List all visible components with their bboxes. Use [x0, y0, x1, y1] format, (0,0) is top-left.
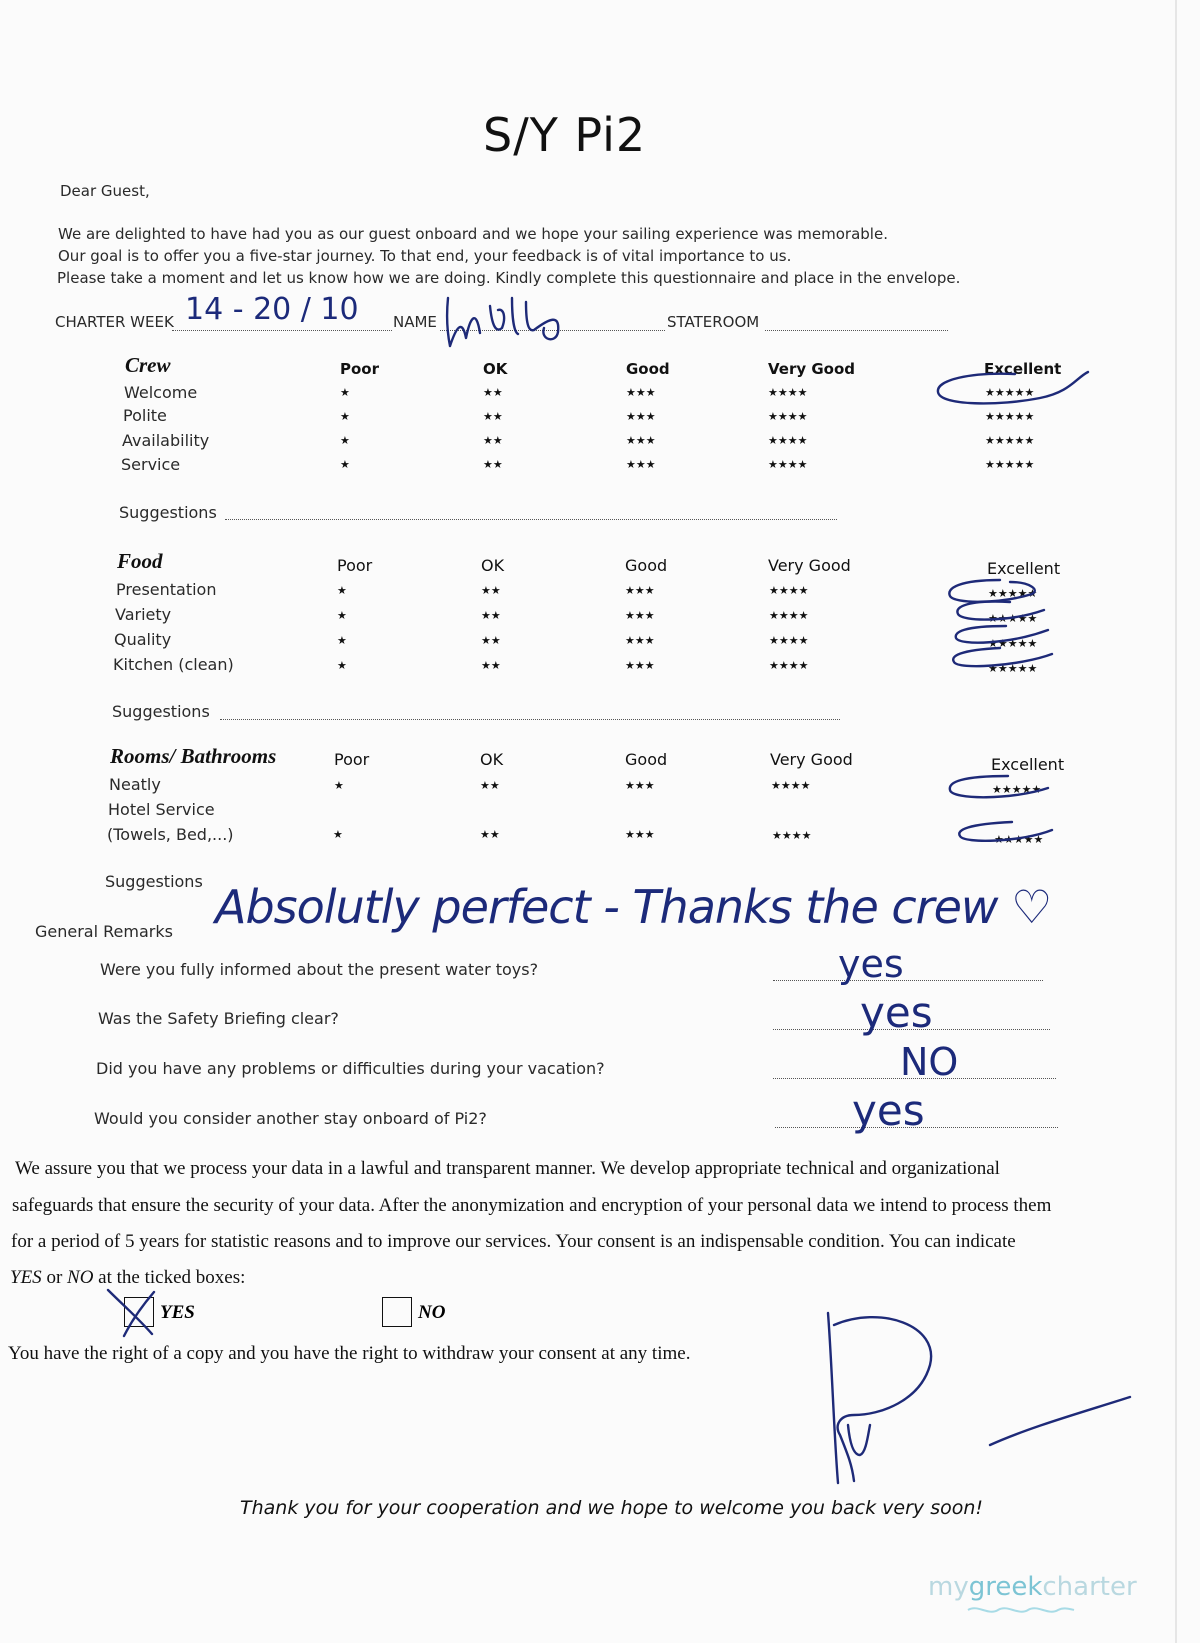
rooms-col-excellent: Excellent — [991, 755, 1065, 774]
star-ok[interactable]: ★★ — [483, 387, 503, 399]
star-good[interactable]: ★★★ — [625, 635, 655, 647]
star-ok[interactable]: ★★ — [481, 610, 501, 622]
food-row-kitchen: Kitchen (clean) — [113, 655, 234, 674]
rooms-col-very-good: Very Good — [770, 750, 853, 769]
consent-no-checkbox[interactable] — [382, 1297, 412, 1327]
consent-line-3: for a period of 5 years for statistic reasons and to improve our services. Your consent is an indispensable condition. You can indicate — [11, 1231, 1016, 1252]
star-excellent[interactable]: ★★★★★ — [985, 387, 1035, 399]
intro-line-2: Our goal is to offer you a five-star journey. To that end, your feedback is of vital importance to us. — [58, 247, 792, 265]
star-poor[interactable]: ★ — [337, 660, 347, 672]
star-very-good[interactable]: ★★★★ — [768, 435, 808, 447]
star-ok[interactable]: ★★ — [480, 780, 500, 792]
star-very-good[interactable]: ★★★★ — [772, 830, 812, 842]
food-suggestions-label: Suggestions — [112, 702, 210, 721]
intro-line-1: We are delighted to have had you as our guest onboard and we hope your sailing experience was memorable. — [58, 225, 888, 243]
star-excellent[interactable]: ★★★★★ — [992, 784, 1042, 796]
crew-suggestions-line[interactable] — [225, 519, 837, 520]
star-ok[interactable]: ★★ — [480, 829, 500, 841]
rooms-row-towels-bed: (Towels, Bed,...) — [107, 825, 234, 844]
star-very-good[interactable]: ★★★★ — [769, 585, 809, 597]
star-poor[interactable]: ★ — [337, 585, 347, 597]
food-col-excellent: Excellent — [987, 559, 1061, 578]
answer-4[interactable]: yes — [852, 1086, 925, 1135]
star-ok[interactable]: ★★ — [483, 459, 503, 471]
crew-row-polite: Polite — [123, 406, 167, 425]
consent-line-1: We assure you that we process your data in a lawful and transparent manner. We develop appropriate technical and organizational — [15, 1158, 1000, 1179]
general-remarks-value[interactable]: Absolutly perfect - Thanks the crew ♡ — [215, 880, 1052, 934]
star-good[interactable]: ★★★ — [625, 585, 655, 597]
rooms-col-poor: Poor — [334, 750, 370, 769]
crew-col-excellent: Excellent — [984, 360, 1062, 378]
rooms-col-ok: OK — [480, 750, 504, 769]
stateroom-label: STATEROOM — [667, 313, 760, 331]
food-col-ok: OK — [481, 556, 505, 575]
star-poor[interactable]: ★ — [340, 459, 350, 471]
crew-col-good: Good — [626, 360, 670, 378]
page-title: S/Y Pi2 — [483, 108, 647, 162]
watermark-prefix: my — [928, 1572, 969, 1602]
food-row-presentation: Presentation — [116, 580, 217, 599]
answer-1[interactable]: yes — [838, 942, 904, 986]
wave-icon — [966, 1603, 1076, 1617]
charter-week-label: CHARTER WEEK — [55, 313, 174, 331]
guest-signature — [820, 1305, 1140, 1490]
crew-row-service: Service — [121, 455, 181, 474]
crew-section-title: Crew — [125, 353, 171, 377]
food-col-good: Good — [625, 556, 668, 575]
food-excellent-circle-marks — [940, 574, 1070, 684]
star-poor[interactable]: ★ — [337, 610, 347, 622]
crew-col-very-good: Very Good — [768, 360, 856, 378]
star-good[interactable]: ★★★ — [626, 387, 656, 399]
name-signature — [440, 288, 600, 350]
greeting: Dear Guest, — [60, 182, 150, 200]
crew-excellent-circle-mark — [930, 368, 1090, 428]
crew-col-poor: Poor — [340, 360, 380, 378]
star-good[interactable]: ★★★ — [626, 435, 656, 447]
answer-2[interactable]: yes — [860, 988, 933, 1037]
stateroom-line[interactable] — [765, 330, 948, 331]
rooms-suggestions-label: Suggestions — [105, 872, 203, 891]
star-very-good[interactable]: ★★★★ — [768, 387, 808, 399]
star-very-good[interactable]: ★★★★ — [771, 780, 811, 792]
star-ok[interactable]: ★★ — [481, 660, 501, 672]
star-good[interactable]: ★★★ — [626, 411, 656, 423]
food-row-quality: Quality — [114, 630, 172, 649]
star-very-good[interactable]: ★★★★ — [768, 459, 808, 471]
star-poor[interactable]: ★ — [340, 435, 350, 447]
crew-col-ok: OK — [483, 360, 508, 378]
star-very-good[interactable]: ★★★★ — [769, 660, 809, 672]
star-good[interactable]: ★★★ — [625, 829, 655, 841]
consent-no-label: NO — [418, 1302, 446, 1323]
answer-line-1 — [773, 980, 1043, 981]
answer-3[interactable]: NO — [900, 1040, 959, 1084]
star-ok[interactable]: ★★ — [481, 585, 501, 597]
star-ok[interactable]: ★★ — [483, 435, 503, 447]
star-poor[interactable]: ★ — [340, 387, 350, 399]
rooms-row-hotel-service: Hotel Service — [108, 800, 215, 819]
rooms-excellent-circle-marks — [942, 770, 1072, 850]
star-ok[interactable]: ★★ — [483, 411, 503, 423]
rooms-section-title: Rooms/ Bathrooms — [110, 744, 277, 768]
question-3: Did you have any problems or difficulties during your vacation? — [96, 1059, 605, 1078]
star-excellent[interactable]: ★★★★★ — [988, 613, 1038, 625]
star-ok[interactable]: ★★ — [481, 635, 501, 647]
food-col-poor: Poor — [337, 556, 373, 575]
rooms-col-good: Good — [625, 750, 668, 769]
watermark-logo — [928, 1572, 1137, 1602]
thank-you-note: Thank you for your cooperation and we hope to welcome you back very soon! — [240, 1497, 984, 1519]
star-good[interactable]: ★★★ — [625, 660, 655, 672]
watermark-brand: greek — [968, 1572, 1043, 1602]
star-excellent[interactable]: ★★★★★ — [985, 435, 1035, 447]
rooms-row-neatly: Neatly — [109, 775, 161, 794]
star-excellent[interactable]: ★★★★★ — [988, 588, 1038, 600]
crew-row-welcome: Welcome — [124, 383, 198, 402]
intro-line-3: Please take a moment and let us know how we are doing. Kindly complete this questionnaire and place in the envelope. — [57, 269, 961, 287]
consent-no-inline: NO — [67, 1267, 94, 1288]
star-excellent[interactable]: ★★★★★ — [985, 411, 1035, 423]
star-very-good[interactable]: ★★★★ — [768, 411, 808, 423]
consent-yes-label: YES — [160, 1302, 195, 1323]
watermark-suffix: charter — [1042, 1572, 1137, 1602]
check-mark-icon — [104, 1284, 168, 1342]
star-poor[interactable]: ★ — [337, 635, 347, 647]
food-suggestions-line[interactable] — [220, 719, 840, 720]
consent-line-2: safeguards that ensure the security of your data. After the anonymization and encryption of your personal data we intend to process them — [12, 1195, 1052, 1216]
star-excellent[interactable]: ★★★★★ — [985, 459, 1035, 471]
consent-yes-inline: YES — [10, 1267, 42, 1288]
question-1: Were you fully informed about the present water toys? — [100, 960, 539, 979]
star-good[interactable]: ★★★ — [626, 459, 656, 471]
star-very-good[interactable]: ★★★★ — [769, 635, 809, 647]
general-remarks-label: General Remarks — [35, 922, 173, 941]
star-excellent[interactable]: ★★★★★ — [988, 638, 1038, 650]
consent-or-inline: or — [41, 1267, 68, 1288]
charter-week-value[interactable]: 14 - 20 / 10 — [185, 292, 359, 327]
food-section-title: Food — [117, 549, 163, 573]
star-poor[interactable]: ★ — [340, 411, 350, 423]
crew-row-availability: Availability — [122, 431, 210, 450]
food-row-variety: Variety — [115, 605, 172, 624]
crew-suggestions-label: Suggestions — [119, 503, 217, 522]
star-poor[interactable]: ★ — [333, 829, 343, 841]
star-good[interactable]: ★★★ — [625, 610, 655, 622]
consent-rights: You have the right of a copy and you have the right to withdraw your consent at any time. — [8, 1343, 691, 1364]
star-good[interactable]: ★★★ — [625, 780, 655, 792]
question-2: Was the Safety Briefing clear? — [98, 1009, 339, 1028]
consent-ticked-boxes-text: at the ticked boxes: — [93, 1267, 246, 1288]
star-very-good[interactable]: ★★★★ — [769, 610, 809, 622]
page-edge — [1175, 0, 1177, 1643]
food-col-very-good: Very Good — [768, 556, 851, 575]
star-poor[interactable]: ★ — [334, 780, 344, 792]
question-4: Would you consider another stay onboard of Pi2? — [94, 1109, 487, 1128]
star-excellent[interactable]: ★★★★★ — [994, 834, 1044, 846]
name-label: NAME — [393, 313, 437, 331]
star-excellent[interactable]: ★★★★★ — [988, 663, 1038, 675]
charter-week-line — [172, 330, 392, 331]
